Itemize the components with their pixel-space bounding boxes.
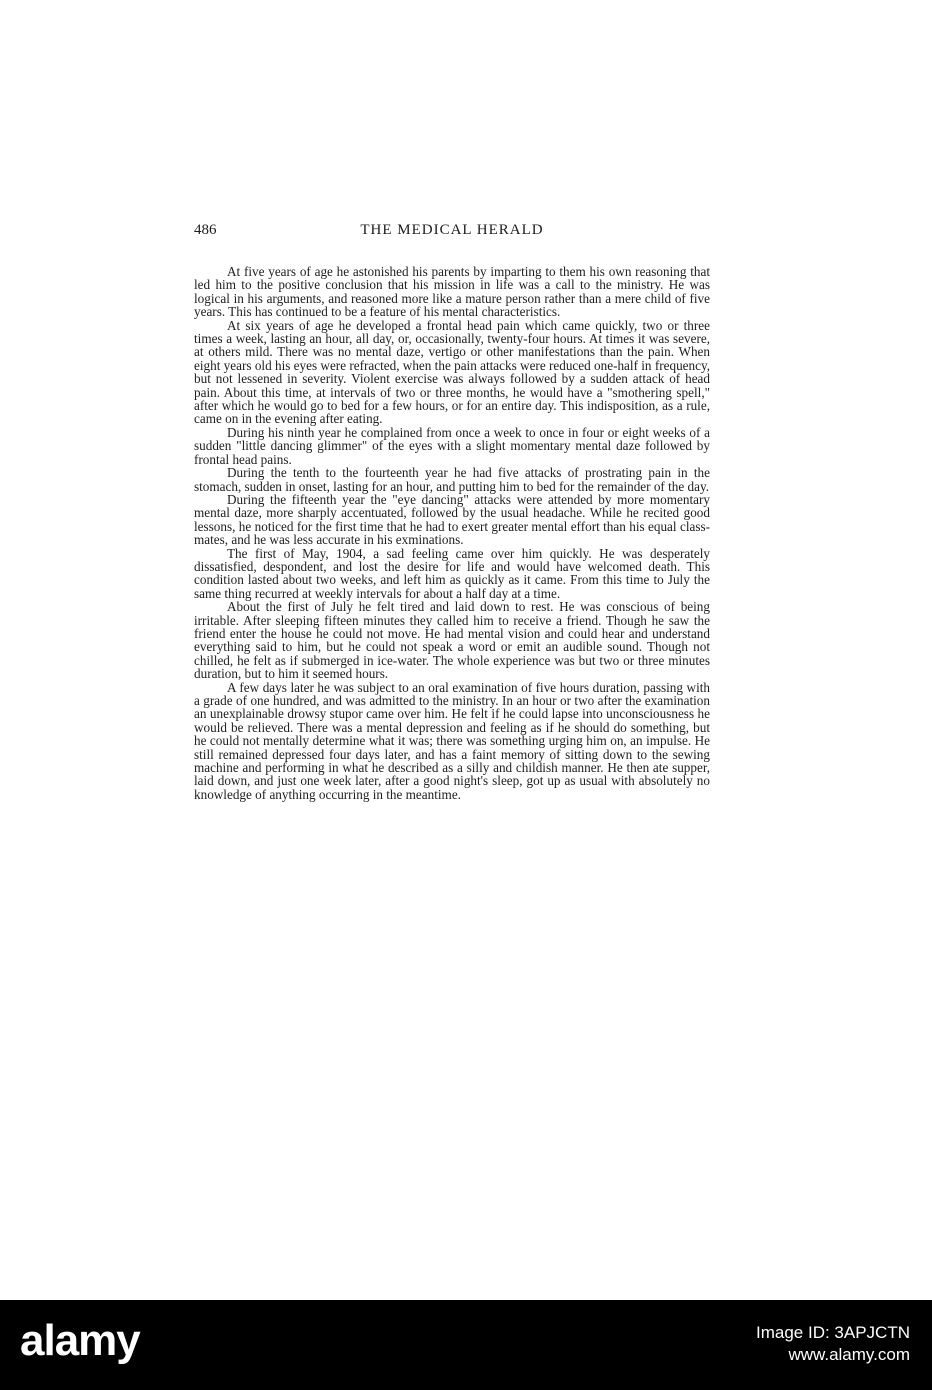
paragraph: The first of May, 1904, a sad feeling came over him quickly. He was desperately dissatisfied, despondent, and lost the desire for life and would have welcomed death. This condition lasted about two weeks, and left him as quickly as it came. From this time to July the same thing recurred at weekly intervals for about a half day at a time. bbox=[194, 545, 710, 601]
site-url: www.alamy.com bbox=[788, 1345, 910, 1364]
page-header bbox=[194, 222, 710, 246]
paragraph: During the fifteenth year the "eye dancing" attacks were attended by more momentary mental daze, more sharply accentuated, followed by the usual headache. While he recited good lessons, he noticed for the first time that he had to exert greater mental effort than his equal class-mates, and he was less accurate in his exminations. bbox=[194, 491, 710, 548]
image-id: Image ID: 3APJCTN bbox=[756, 1323, 910, 1342]
paragraph: At six years of age he developed a frontal head pain which came quickly, two or three times a week, lasting an hour, all day, or, occasionally, twenty-four hours. At times it was severe, at others mild. There was no mental daze, vertigo or other manifestations than the pain. When eight years old his eyes were refracted, when the pain attacks were reduced one-half in frequency, but not lessened in severity. Violent exercise was always followed by a sudden attack of head pain. About this time, at intervals of two or three months, he would have a "smothering spell," after which he would go to bed for a few hours, or for an entire day. This indisposition, as a rule, came on in the evening after eating. bbox=[194, 317, 710, 427]
article-body bbox=[194, 265, 710, 801]
paragraph: During his ninth year he complained from once a week to once in four or eight weeks of a sudden "little dancing glimmer" of the eyes with a slight momentary mental daze followed by frontal head pains. bbox=[194, 424, 710, 467]
paragraph: A few days later he was subject to an oral examination of five hours duration, passing with a grade of one hundred, and was admitted to the ministry. In an hour or two after the examination an unexplainable drowsy stupor came over him. He felt if he could lapse into unconsciousness he would be relieved. There was a mental depression and feeling as if he should do something, but he could not mentally determine what it was; there was something urging him on, an impulse. He still remained depressed four days later, and has a faint memory of sitting down to the sewing machine and performing in what he described as a silly and childish manner. He then ate supper, laid down, and just one week later, after a good night's sleep, got up as usual with absolutely no knowledge of anything occurring in the meantime. bbox=[194, 679, 710, 802]
stock-watermark-bar bbox=[0, 1300, 932, 1390]
stock-info bbox=[756, 1322, 910, 1366]
page-number: 486 bbox=[194, 222, 217, 238]
paragraph: At five years of age he astonished his parents by imparting to them his own reasoning that led him to the positive conclusion that his mission in life was a call to the ministry. He was logical in his arguments, and reasoned more like a mature person rather than a mere child of five years. This has continued to be a feature of his mental characteristics. bbox=[194, 264, 710, 320]
running-title: THE MEDICAL HERALD bbox=[360, 222, 544, 238]
alamy-logo: alamy bbox=[20, 1316, 140, 1365]
paragraph: During the tenth to the fourteenth year he had five attacks of prostrating pain in the stomach, sudden in onset, lasting for an hour, and putting him to bed for the remainder of the day. bbox=[194, 465, 710, 494]
paragraph: About the first of July he felt tired and laid down to rest. He was conscious of being irritable. After sleeping fifteen minutes they called him to receive a friend. Though he saw the friend enter the house he could not move. He had mental vision and could hear and understand everything said to him, but he could not speak a word or emit an audible sound. Though not chilled, he felt as if submerged in ice-water. The whole experience was but two or three minutes duration, but to him it seemed hours. bbox=[194, 599, 710, 682]
